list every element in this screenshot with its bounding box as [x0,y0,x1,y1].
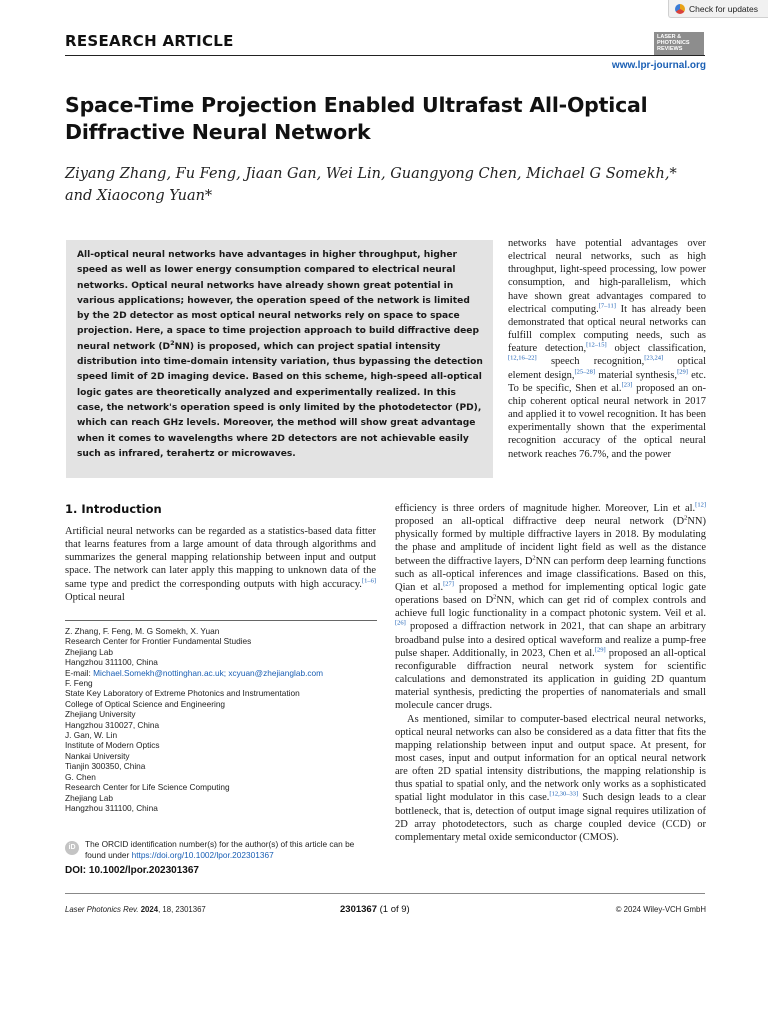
footer-year: 2024 [140,905,159,914]
orcid-text [85,839,377,860]
affiliation-line: F. Feng [65,678,93,689]
paragraph [395,713,706,845]
text-run: proposed a method for implementing optical logic gate operations based on D [395,581,706,607]
right-column-top-text [508,237,706,461]
affiliation-line: J. Gan, W. Lin [65,730,118,741]
citation-link[interactable]: [29] [677,368,688,376]
citation-link[interactable]: [29] [594,646,606,654]
text-run: Optical neural [65,591,125,603]
text-run: NN) physically formed by multiple diffractive layers in 2018. By modulating the phase and amplitude of incident light field as well as the distance between the diffractive layers, D [395,516,706,567]
email-line [65,668,377,678]
text-run: proposed a diffraction network in 2021, that can shape an arbitrary broadband pulse into a desired optical waveform and realize a pump-free pulse shaper. Additionally, in 2023, Chen et al. [395,621,706,659]
text-run: Such design leads to a clear bottleneck, that is, detection of output image signal requires utilization of 2D array photodetectors, such as charge coupled device (CCD) or complementary metal oxide semiconductor (CMOS). [395,792,706,843]
footer-page-number [340,904,410,915]
journal-url-link[interactable]: www.lpr-journal.org [611,60,706,71]
footer-divider [65,893,705,894]
citation-link[interactable]: [12–15] [586,341,607,349]
superscript: 2 [684,514,688,522]
right-column-main-text [395,502,706,844]
text-run: NN can perform deep learning functions such as all-optical inferences and image classifications. Based on this, Qian et al. [395,555,706,593]
citation-link[interactable]: [26] [395,619,406,627]
footer-journal: Laser Photonics Rev. [65,905,139,914]
affiliation-line: College of Optical Science and Engineering [65,698,226,709]
superscript: 2 [532,554,536,562]
abstract-box [66,240,493,478]
text-run: proposed an on-chip coherent optical neural network in 2017 and applied it to vowel recognition. It has been experimentally shown that the experimental recognition accuracy of the optical neural network reaches 76.7%, and the power [508,382,706,460]
citation-link[interactable]: [12] [695,501,706,509]
affiliation-line: State Key Laboratory of Extreme Photonics and Instrumentation [65,688,300,699]
check-for-updates-label: Check for updates [689,3,758,14]
footer-copyright: © 2024 Wiley-VCH GmbH [615,905,706,914]
check-for-updates-button[interactable] [668,0,768,18]
superscript: 2 [493,593,497,601]
affiliation-line: Zhejiang Lab [65,792,113,803]
affiliation-line: Hangzhou 310027, China [65,719,160,730]
affiliation-line: Tianjin 300350, China [65,761,146,772]
citation-link[interactable]: [23] [621,381,633,389]
citation-link[interactable]: [27] [443,580,454,588]
text-run: Artificial neural networks can be regarded as a statistics-based data fitter that learns features from a large amount of data through algorithms and summarizes the general mapping relationship between input and output space. The network can later apply this mapping to unknown data of the same type and predict the corresponding outputs with high accuracy. [65,526,376,590]
orcid-link[interactable]: https://doi.org/10.1002/lpor.202301367 [131,849,274,860]
paper-title: Space-Time Projection Enabled Ultrafast All-Optical Diffractive Neural Network [65,93,648,144]
author-list: Ziyang Zhang, Fu Feng, Jiaan Gan, Wei Lin, Guangyong Chen, Michael G Somekh,* and Xiaocong Yuan* [65,166,677,204]
email-label: E-mail: [65,667,94,678]
text-run: material synthesis, [595,369,678,381]
abstract-text [77,248,483,462]
footer-volume: , 18, 2301367 [158,905,206,914]
text-run: As mentioned, similar to computer-based electrical neural networks, optical neural networks can also be considered as a data fitter that fits the mapping relationship between input and output space. At present, for most cases, input and output information for an optical neural network are often 2D spatial intensity distributions, the mapping relationship is thus spatial to spatial only, and the network only works as a sophisticated spatial light modulator in this case. [395,713,706,804]
crossmark-icon [675,4,685,14]
orcid-note [65,839,377,860]
introduction-text [65,525,376,604]
text-run: etc. To be specific, Shen et al. [508,369,706,394]
page-number: 2301367 [340,904,377,915]
section-label: RESEARCH ARTICLE [65,32,234,50]
text-run: It has already been demonstrated that optical neural networks can fulfill complex computing needs, such as feature detection, [508,303,706,355]
citation-link[interactable]: [12,30–33] [549,790,579,798]
page-of: (1 of 9) [376,904,410,915]
text-run: speech recognition, [536,356,645,368]
affiliation-line: Zhejiang University [65,709,136,720]
text-run: networks have potential advantages over electrical neural networks, such as high throughput, light-speed processing, low power consumption, and high-parallelism, which have shown great advantages compared to electrical computing. [508,238,706,315]
affiliation-line: G. Chen [65,771,96,782]
text-run: NN, which can get rid of complex controls and achieve full logic functionality in a compact photonic system. Veil et al. [395,595,706,620]
affiliation-line: Hangzhou 311100, China [65,657,158,668]
citation-link[interactable]: [23,24] [644,354,664,362]
affiliation-line: Research Center for Life Science Computing [65,782,230,793]
affiliation-line: Hangzhou 311100, China [65,802,158,813]
journal-logo: LASER & PHOTONICS REVIEWS [654,32,704,56]
doi-line[interactable]: DOI: 10.1002/lpor.202301367 [65,865,199,876]
citation-link[interactable]: [1–6] [361,577,376,585]
text-run: efficiency is three orders of magnitude higher. Moreover, Lin et al. [395,503,696,514]
affiliation-line: Research Center for Frontier Fundamental Studies [65,636,252,647]
header-divider [65,55,705,56]
text-run: object classification, [606,343,706,355]
text-run: The ORCID identification number(s) for the author(s) of this article can be found under [85,839,355,860]
abstract-part: All-optical neural networks have advantages in higher throughput, higher speed as well as lower energy consumption compared to electrical neural networks. Optical neural networks have already shown great potential in various applications; however, the operation speed of the network is limited by the 2D detector as most optical neural networks rely on space to space projection. Here, a space to time projection approach to build diffractive deep neural network (D [77,250,479,352]
abstract-part: NN) is proposed, which can project spatial intensity distribution into time-domain intensity variation, thus bypassing the detection speed limit of 2D imaging device. Based on this scheme, high-speed all-optical logic gates are theoretically analyzed and experimentally realized. In this case, the network's operation speed is only limited by the photodetector (PD), which can reach GHz levels. Moreover, the method will show great advantage when it comes to wavelengths where 2D detectors are not achievable easily such as infrared, terahertz or microwaves. [77,341,483,459]
footer-citation [65,905,206,914]
affiliations [65,626,377,813]
citation-link[interactable]: [25–28] [574,368,596,376]
affiliation-divider [65,620,377,621]
email-link[interactable]: Michael.Somekh@nottinghan.ac.uk; xcyuan@zhejianglab.com [93,667,324,678]
citation-link[interactable]: [7–11] [598,302,616,310]
superscript: 2 [170,338,175,347]
paragraph [395,502,706,713]
citation-link[interactable]: [12,16–22] [508,354,537,362]
affiliation-line: Zhejiang Lab [65,646,113,657]
text-run: optical element design, [508,356,706,381]
text-run: proposed an all-optical reconfigurable diffraction neural network system for scientific calculations and demonstrated its application in guiding 2D quantum material synthesis, predicting the properties of nanomaterials and small molecule cancer drugs. [395,647,707,712]
orcid-icon: iD [65,841,79,855]
text-run: proposed an all-optical diffractive deep neural network (D [395,516,685,528]
section-heading-introduction: 1. Introduction [65,502,162,516]
affiliation-line: Z. Zhang, F. Feng, M. G Somekh, X. Yuan [65,626,220,636]
affiliation-line: Nankai University [65,750,130,761]
affiliation-line: Institute of Modern Optics [65,740,160,751]
